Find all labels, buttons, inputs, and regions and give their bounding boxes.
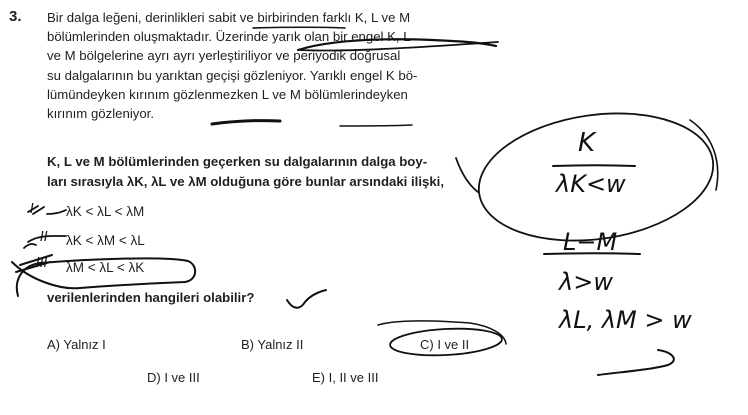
margin-mark-1: I [30, 202, 34, 217]
option-c[interactable]: C) I ve II [420, 337, 470, 352]
option-d[interactable]: D) I ve III [147, 370, 200, 385]
stem-line: Bir dalga leğeni, derinlikleri sabit ve birbirinden farklı K, L ve M [47, 10, 411, 25]
ink-curl [598, 350, 674, 375]
prompt-line: ları sırasıyla λK, λL ve λM olduğuna göre bunlar arsındaki ilişki, [47, 174, 444, 189]
note-circle-tail [690, 120, 718, 190]
stem-line: ve M bölgelerine ayrı ayrı yerleştiriliyor ve periyodik doğrusal [47, 48, 401, 64]
prompt-line: K, L ve M bölümlerinden geçerken su dalgalarının dalga boy- [47, 154, 428, 169]
stem-line: su dalgalarının bu yarıktan geçişi gözleniyor. Yarıklı engel K bö- [47, 67, 418, 83]
question-prompt [47, 152, 507, 192]
note-line-2: λK<w [556, 170, 626, 198]
option-e[interactable]: E) I, II ve III [312, 370, 379, 385]
note-line-4: λ>w [559, 268, 613, 296]
note-line-1: K [578, 128, 596, 158]
follow-up-question: verilenlerinden hangileri olabilir? [47, 290, 255, 305]
margin-mark-3: III [36, 256, 48, 271]
question-stem [47, 8, 507, 123]
stem-line: lümündeyken kırınım gözlenmezken L ve M bölümlerindeyken [47, 86, 408, 102]
check-mark [287, 290, 326, 308]
stem-line: kırınım gözleniyor. [47, 106, 155, 122]
option-a[interactable]: A) Yalnız I [47, 337, 106, 352]
margin-mark-2: II [40, 230, 48, 245]
statement-1: λK < λL < λM [66, 204, 145, 219]
question-number: 3. [9, 8, 22, 25]
underline-stroke [340, 125, 412, 126]
statement-3: λM < λL < λK [66, 260, 145, 275]
note-line-3: L−M [563, 228, 618, 256]
margin-mark [24, 244, 36, 248]
option-b[interactable]: B) Yalnız II [241, 337, 304, 352]
stem-line: bölümlerinden oluşmaktadır. Üzerinde yarık olan bir engel K, L [47, 29, 411, 45]
fraction-line [553, 165, 635, 166]
statement-2: λK < λM < λL [66, 233, 145, 248]
note-line-5: λL, λM > w [559, 306, 692, 334]
